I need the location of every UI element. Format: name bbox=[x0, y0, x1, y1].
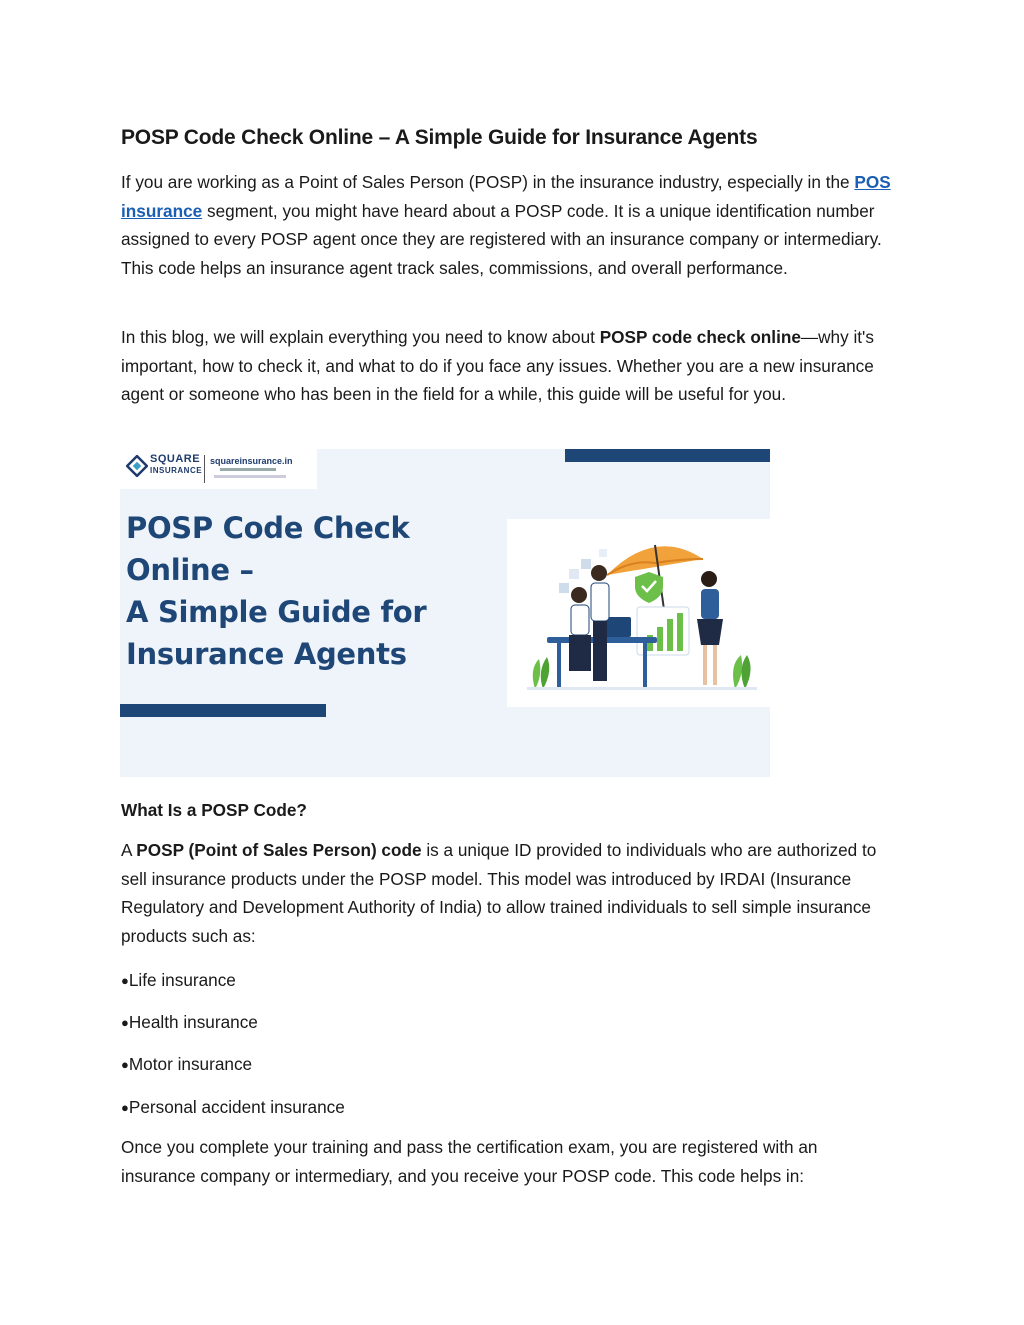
banner-top-bar bbox=[565, 449, 770, 462]
blog-intro-paragraph bbox=[121, 323, 891, 409]
list-item-text: Personal accident insurance bbox=[128, 1097, 345, 1117]
list-item bbox=[121, 967, 236, 995]
bullet-icon: ● bbox=[121, 1100, 129, 1115]
list-item bbox=[121, 1009, 258, 1037]
list-item bbox=[121, 1051, 252, 1079]
closing-paragraph: Once you complete your training and pass the certification exam, you are registered with an insurance company or intermediary, and you receive your POSP code. This code helps in: bbox=[121, 1137, 818, 1186]
logo-name-2: INSURANCE bbox=[150, 466, 203, 475]
banner-title-line: Online – bbox=[126, 553, 254, 587]
banner-title bbox=[126, 507, 426, 675]
posp-definition-paragraph bbox=[121, 836, 891, 950]
banner-title-line: A Simple Guide for bbox=[126, 595, 427, 629]
section-heading: What Is a POSP Code? bbox=[121, 800, 307, 820]
list-item-text: Life insurance bbox=[128, 970, 236, 990]
def-prefix: A bbox=[121, 840, 137, 860]
banner-title-line: Insurance Agents bbox=[126, 637, 407, 671]
bullet-icon: ● bbox=[121, 1015, 129, 1030]
banner-bottom-bar bbox=[120, 704, 326, 717]
list-item bbox=[121, 1094, 345, 1122]
logo-tagline bbox=[220, 468, 276, 471]
intro-paragraph bbox=[121, 168, 891, 282]
def-bold: POSP (Point of Sales Person) code bbox=[136, 840, 422, 860]
logo-divider bbox=[204, 455, 205, 483]
para2-text-2: —why it's important, how to check it, and what to do if you face any issues. Whether you are a new insurance agent or someone who has been in the field for a while, this guide will be useful for you. bbox=[121, 327, 874, 404]
square-logo-icon bbox=[126, 455, 148, 477]
list-item-text: Health insurance bbox=[128, 1012, 258, 1032]
pos-insurance-link[interactable]: POS insurance bbox=[121, 172, 891, 221]
agents-illustration bbox=[507, 519, 770, 707]
page-title: POSP Code Check Online – A Simple Guide for Insurance Agents bbox=[121, 126, 758, 149]
intro-text-1: If you are working as a Point of Sales Person (POSP) in the insurance industry, especially in the bbox=[121, 172, 855, 192]
para2-bold: POSP code check online bbox=[599, 327, 801, 347]
para2-text-1: In this blog, we will explain everything you need to know about bbox=[121, 327, 600, 347]
list-item-text: Motor insurance bbox=[128, 1054, 253, 1074]
logo-name: SQUARE bbox=[150, 453, 201, 465]
bullet-icon: ● bbox=[121, 1057, 129, 1072]
def-rest: is a unique ID provided to individuals who are authorized to sell insurance products under the POSP model. This model was introduced by IRDAI (Insurance Regulatory and Development Authority of India) to allow trained individuals to sell simple insurance products such as: bbox=[121, 840, 877, 946]
bullet-icon: ● bbox=[121, 973, 129, 988]
logo-tagline-2 bbox=[214, 475, 286, 478]
logo-site-name: squareinsurance.in bbox=[210, 456, 293, 466]
banner-image bbox=[120, 449, 770, 777]
insurance-agents-illustration-icon bbox=[507, 519, 770, 707]
banner-title-line: POSP Code Check bbox=[126, 511, 410, 545]
intro-text-2: segment, you might have heard about a POSP code. It is a unique identification number assigned to every POSP agent once they are registered with an insurance company or intermediary. This code helps an insurance agent track sales, commissions, and overall performance. bbox=[121, 200, 882, 278]
brand-logo bbox=[120, 449, 317, 489]
